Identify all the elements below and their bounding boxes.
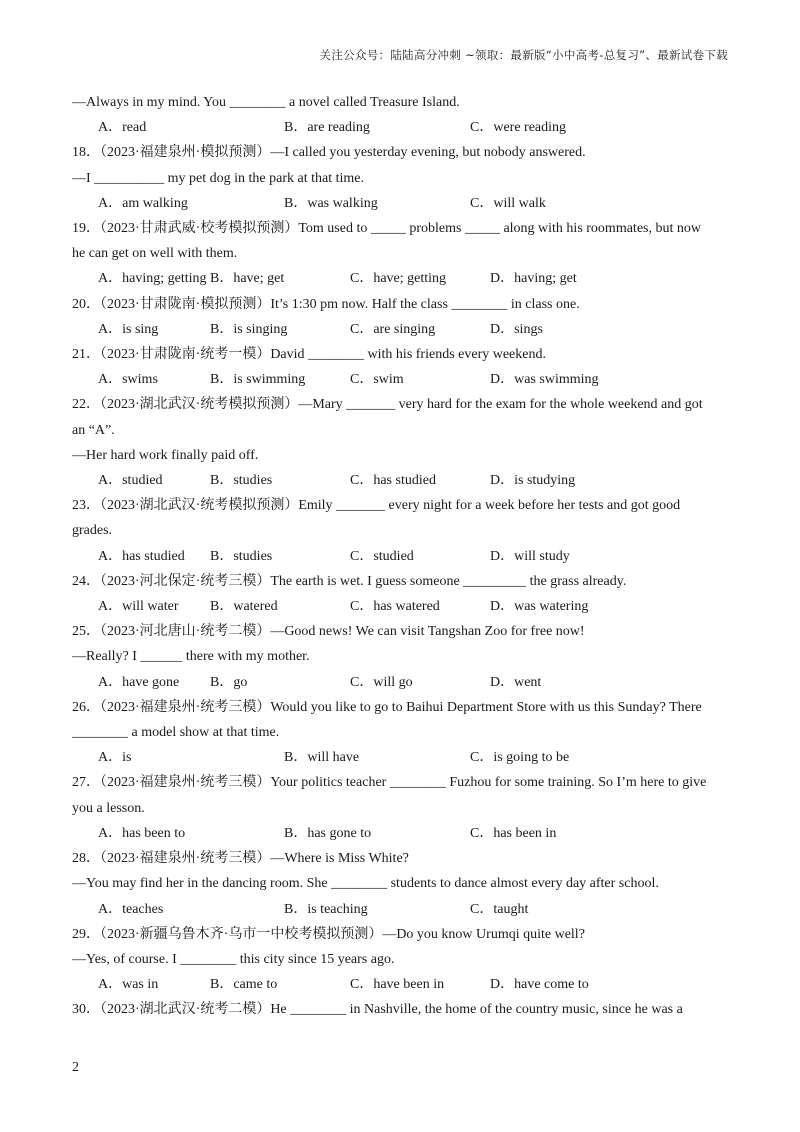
question-text-line: 26．（2023·福建泉州·统考三模）Would you like to go to Baihui Department Store with us this Sunday? There (72, 699, 702, 715)
answer-options (72, 191, 728, 216)
answer-option: A．studied (98, 473, 163, 489)
answer-option: C．have; getting (350, 271, 447, 287)
question-text-line: —Her hard work finally paid off. (72, 447, 259, 463)
answer-options (72, 594, 728, 619)
question-text-line: you a lesson. (72, 800, 145, 816)
answer-option: B．is teaching (284, 901, 368, 917)
answer-options (72, 544, 728, 569)
question-text-line: grades. (72, 523, 113, 539)
question-text-line: 23．（2023·湖北武汉·统考模拟预测）Emily _______ every night for a week before her tests and got good (72, 498, 681, 514)
question-text-line: 18．（2023·福建泉州·模拟预测）—I called you yesterday evening, but nobody answered. (72, 145, 586, 161)
answer-options (72, 972, 728, 997)
answer-option: B．was walking (284, 195, 378, 211)
question-item (72, 342, 728, 392)
question-item (72, 846, 728, 922)
answer-option: C．has studied (350, 473, 436, 489)
answer-option: B．go (210, 674, 248, 690)
question-text-line: 19．（2023·甘肃武威·校考模拟预测）Tom used to _____ problems _____ along with his roommates, but now (72, 221, 701, 237)
question-text-line: 30．（2023·湖北武汉·统考二模）He ________ in Nashville, the home of the country music, since he was a (72, 1002, 683, 1018)
answer-option: B．has gone to (284, 825, 372, 841)
question-item (72, 922, 728, 998)
answer-option: C．have been in (350, 977, 445, 993)
question-text-line: —I __________ my pet dog in the park at that time. (72, 170, 365, 186)
answer-option: C．were reading (470, 120, 567, 136)
answer-option: B．are reading (284, 120, 370, 136)
answer-option: A．having; getting (98, 271, 207, 287)
answer-option: C．has been in (470, 825, 557, 841)
answer-option: A．is (98, 750, 132, 766)
answer-option: B．studies (210, 548, 273, 564)
answer-option: B．will have (284, 750, 360, 766)
question-item (72, 997, 728, 1022)
answer-option: A．will water (98, 599, 179, 615)
answer-option: B．came to (210, 977, 278, 993)
answer-option: B．watered (210, 599, 278, 615)
question-text-line: —You may find her in the dancing room. She ________ students to dance almost every day after school. (72, 876, 659, 892)
question-item (72, 569, 728, 619)
question-item (72, 619, 728, 695)
question-text-line: —Yes, of course. I ________ this city since 15 years ago. (72, 951, 395, 967)
question-text-line: 29．（2023·新疆乌鲁木齐·乌市一中校考模拟预测）—Do you know Urumqi quite well? (72, 926, 585, 942)
answer-option: A．has studied (98, 548, 185, 564)
answer-option: B．is swimming (210, 372, 306, 388)
answer-options (72, 670, 728, 695)
question-item (72, 90, 728, 140)
answer-option: C．taught (470, 901, 529, 917)
answer-option: D．will study (490, 548, 570, 564)
answer-option: C．swim (350, 372, 404, 388)
question-text-line: 24．（2023·河北保定·统考三模）The earth is wet. I guess someone _________ the grass already. (72, 573, 627, 589)
answer-option: D．have come to (490, 977, 589, 993)
question-text-line: an “A”. (72, 422, 115, 438)
question-item (72, 493, 728, 569)
answer-option: C．has watered (350, 599, 440, 615)
answer-options (72, 821, 728, 846)
answer-option: A．is sing (98, 321, 159, 337)
page-number: 2 (72, 1060, 79, 1075)
question-text-line: 27．（2023·福建泉州·统考三模）Your politics teacher ________ Fuzhou for some training. So I’m here to give (72, 775, 707, 791)
answer-option: A．was in (98, 977, 159, 993)
question-list (72, 90, 728, 1023)
answer-option: D．went (490, 674, 542, 690)
question-item (72, 392, 728, 493)
answer-options (72, 897, 728, 922)
answer-options (72, 317, 728, 342)
answer-option: D．having; get (490, 271, 577, 287)
answer-option: C．is going to be (470, 750, 570, 766)
question-item (72, 695, 728, 771)
question-text-line: 22．（2023·湖北武汉·统考模拟预测）—Mary _______ very hard for the exam for the whole weekend and got (72, 397, 703, 413)
question-item (72, 140, 728, 216)
answer-option: D．is studying (490, 473, 576, 489)
page-header: 关注公众号：陆陆高分冲刺 ~领取：最新版“小中高考-总复习”、最新试卷下载 (319, 48, 728, 62)
answer-option: D．was watering (490, 599, 589, 615)
answer-option: C．will walk (470, 195, 546, 211)
question-text-line: 28．（2023·福建泉州·统考三模）—Where is Miss White? (72, 851, 409, 867)
answer-options (72, 266, 728, 291)
answer-options (72, 115, 728, 140)
answer-options (72, 745, 728, 770)
question-text-line: —Always in my mind. You ________ a novel called Treasure Island. (72, 95, 460, 110)
question-item (72, 292, 728, 342)
answer-option: C．will go (350, 674, 413, 690)
answer-option: B．have; get (210, 271, 285, 287)
question-text-line: —Really? I ______ there with my mother. (72, 649, 310, 665)
answer-option: D．sings (490, 321, 543, 337)
question-text-line: 20．（2023·甘肃陇南·模拟预测）It’s 1:30 pm now. Half the class ________ in class one. (72, 296, 580, 312)
question-text-line: he can get on well with them. (72, 246, 238, 262)
answer-option: B．studies (210, 473, 273, 489)
answer-option: B．is singing (210, 321, 288, 337)
answer-option: A．swims (98, 372, 158, 388)
question-item (72, 770, 728, 846)
question-text-line: 25．（2023·河北唐山·统考二模）—Good news! We can visit Tangshan Zoo for free now! (72, 624, 585, 640)
question-item (72, 216, 728, 292)
question-text-line: ________ a model show at that time. (72, 725, 280, 741)
answer-option: C．are singing (350, 321, 436, 337)
answer-option: C．studied (350, 548, 414, 564)
answer-option: A．am walking (98, 195, 188, 211)
question-text-line: 21．（2023·甘肃陇南·统考一模）David ________ with his friends every weekend. (72, 347, 546, 363)
answer-options (72, 367, 728, 392)
answer-options (72, 468, 728, 493)
answer-option: D．was swimming (490, 372, 599, 388)
answer-option: A．have gone (98, 674, 180, 690)
answer-option: A．has been to (98, 825, 186, 841)
answer-option: A．read (98, 120, 147, 136)
answer-option: A．teaches (98, 901, 164, 917)
